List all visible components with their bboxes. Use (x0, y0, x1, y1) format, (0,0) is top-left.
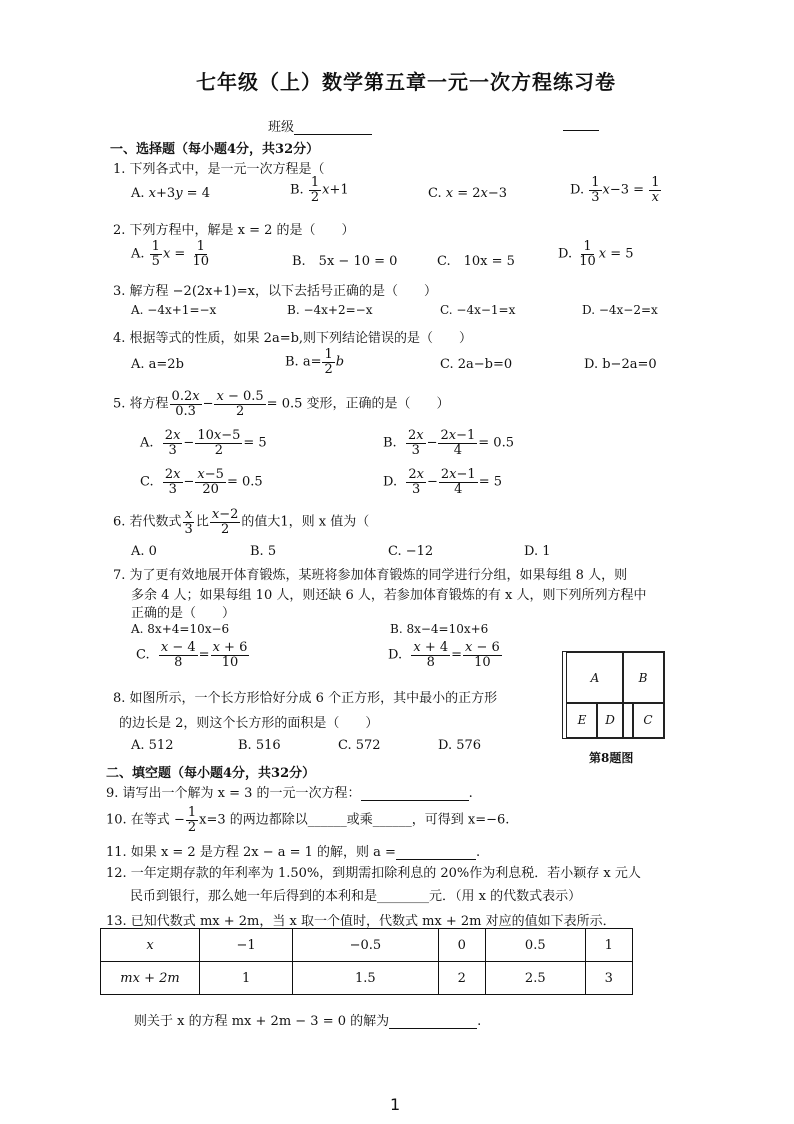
q13-table (100, 928, 633, 995)
q6-option-a: A. 0 (131, 544, 157, 559)
table-cell: 0.5 (485, 929, 585, 962)
table-cell: 3 (585, 962, 632, 995)
q2-option-c: C. 10x = 5 (437, 254, 515, 269)
table-cell: 0 (438, 929, 485, 962)
q6-option-c: C. −12 (388, 544, 434, 559)
q13-tail: 则关于 x 的方程 mx + 2m − 3 = 0 的解为 . (134, 1014, 482, 1029)
q7-option-c: C. $\frac{x - 4}{8}$ = $\frac{x + 6}{10}$ (136, 640, 248, 670)
q1-stem: 1. 下列各式中，是一元一次方程是（ (113, 162, 325, 177)
q3-option-c: C. −4x−1=x (440, 303, 516, 317)
q8-option-c: C. 572 (338, 738, 381, 753)
q7-option-d: D. $\frac{x + 4}{8}$ = $\frac{x - 6}{10}$ (388, 640, 500, 670)
q8-figure (562, 651, 665, 739)
fig-square-c: C (632, 702, 664, 738)
fig-square-e: E (566, 702, 598, 738)
q6-stem: 6. 若代数式 $\frac{x}{3}$ 比 $\frac{x-2}{2}$ 的值大1，则 x 值为（ (113, 507, 370, 537)
q9: 9. 请写出一个解为 x = 3 的一元一次方程： . (106, 786, 473, 801)
q12-line1: 12. 一年定期存款的年利率为 1.50%，到期需扣除利息的 20%作为利息税．若小颖存 x 元人 (106, 866, 641, 881)
table-cell: x (101, 929, 200, 962)
q8-line2: 的边长是 2，则这个长方形的面积是（ ） (119, 716, 379, 731)
q3-option-b: B. −4x+2=−x (287, 303, 373, 317)
q7-line3: 正确的是（ ） (131, 606, 236, 621)
table-cell: 2 (438, 962, 485, 995)
q2-stem: 2. 下列方程中，解是 x = 2 的是（ ） (113, 223, 355, 238)
q4-stem: 4. 根据等式的性质，如果 2a=b,则下列结论错误的是（ ） (113, 331, 473, 346)
q6-option-b: B. 5 (250, 544, 277, 559)
q2-option-b: B. 5x − 10 = 0 (292, 254, 398, 269)
q1-option-b: B. $\frac{1}{2}$ x+1 (290, 175, 349, 205)
q6-option-d: D. 1 (524, 544, 551, 559)
q5-option-a: A. $\frac{2x}{3}$ − $\frac{10x-5}{2}$ = 5 (140, 428, 267, 458)
q2-option-d: D. $\frac{1}{10}$ x = 5 (558, 239, 634, 269)
q7-option-b: B. 8x−4=10x+6 (390, 622, 489, 636)
q7-line2: 多余 4 人；如果每组 10 人，则还缺 6 人，若参加体育锻炼的有 x 人，则下列所列方程中 (131, 588, 647, 603)
page-title: 七年级（上）数学第五章一元一次方程练习卷 (196, 70, 616, 94)
q13: 13. 已知代数式 mx + 2m，当 x 取一个值时，代数式 mx + 2m 对应的值如下表所示． (106, 914, 616, 929)
q8-option-b: B. 516 (238, 738, 281, 753)
q5-option-c: C. $\frac{2x}{3}$ − $\frac{x-5}{20}$ = 0.5 (140, 467, 263, 497)
q3-stem: 3. 解方程 −2(2x+1)=x，以下去括号正确的是（ ） (113, 284, 437, 299)
q11: 11. 如果 x = 2 是方程 2x − a = 1 的解，则 a = . (106, 845, 481, 860)
fig-square-a: A (566, 652, 624, 704)
table-cell: 1 (200, 962, 293, 995)
q10: 10. 在等式 − $\frac{1}{2}$ x=3 的两边都除以______或乘______，可得到 x=−6. (106, 805, 510, 835)
table-cell: mx + 2m (101, 962, 200, 995)
fig-caption: 第8题图 (589, 751, 634, 765)
q3-option-a: A. −4x+1=−x (131, 303, 217, 317)
q8-option-a: A. 512 (131, 738, 174, 753)
q3-option-d: D. −4x−2=x (582, 303, 658, 317)
q8-line1: 8. 如图所示，一个长方形恰好分成 6 个正方形，其中最小的正方形 (113, 691, 498, 706)
q5-option-b: B. $\frac{2x}{3}$ − $\frac{2x-1}{4}$ = 0.5 (383, 428, 514, 458)
q12-line2: 民币到银行，那么她一年后得到的本利和是________元．（用 x 的代数式表示） (130, 889, 582, 904)
q5-stem: 5. 将方程 $\frac{0.2x}{0.3}$ − $\frac{x - 0.5}{2}$ = 0.5 变形，正确的是（ ） (113, 389, 450, 419)
q4-option-a: A. a=2b (131, 357, 184, 372)
table-cell: −1 (200, 929, 293, 962)
table-row (101, 962, 633, 995)
table-cell: 2.5 (485, 962, 585, 995)
fig-square-b: B (622, 652, 664, 704)
q1-option-d: D. $\frac{1}{3}$ x−3 = $\frac{1}{x}$ (570, 175, 660, 205)
table-row (101, 929, 633, 962)
table-cell: 1 (585, 929, 632, 962)
section1-heading: 一、选择题（每小题4分，共32分） (110, 142, 320, 157)
q1-option-c: C. x = 2x−3 (428, 186, 508, 201)
class-field (268, 116, 372, 135)
table-cell: −0.5 (293, 929, 438, 962)
q7-line1: 7. 为了更有效地展开体育锻炼，某班将参加体育锻炼的同学进行分组，如果每组 8 人，则 (113, 568, 628, 583)
q1-option-a: A. x+3y = 4 (131, 186, 210, 201)
name-blank (563, 130, 599, 131)
table-cell: 1.5 (293, 962, 438, 995)
q2-option-a: A. $\frac{1}{5}$ x = $\frac{1}{10}$ (131, 239, 210, 269)
q4-option-c: C. 2a−b=0 (440, 357, 513, 372)
section2-heading: 二、填空题（每小题4分，共32分） (106, 766, 316, 781)
class-label: 班级 (268, 120, 295, 135)
q8-option-d: D. 576 (438, 738, 482, 753)
q7-option-a: A. 8x+4=10x−6 (131, 622, 230, 636)
q4-option-d: D. b−2a=0 (584, 357, 657, 372)
page-number: 1 (390, 1095, 401, 1114)
fig-square-d: D (596, 702, 624, 738)
q4-option-b: B. a= $\frac{1}{2}$ b (285, 347, 345, 377)
q5-option-d: D. $\frac{2x}{3}$ − $\frac{2x-1}{4}$ = 5 (383, 467, 502, 497)
